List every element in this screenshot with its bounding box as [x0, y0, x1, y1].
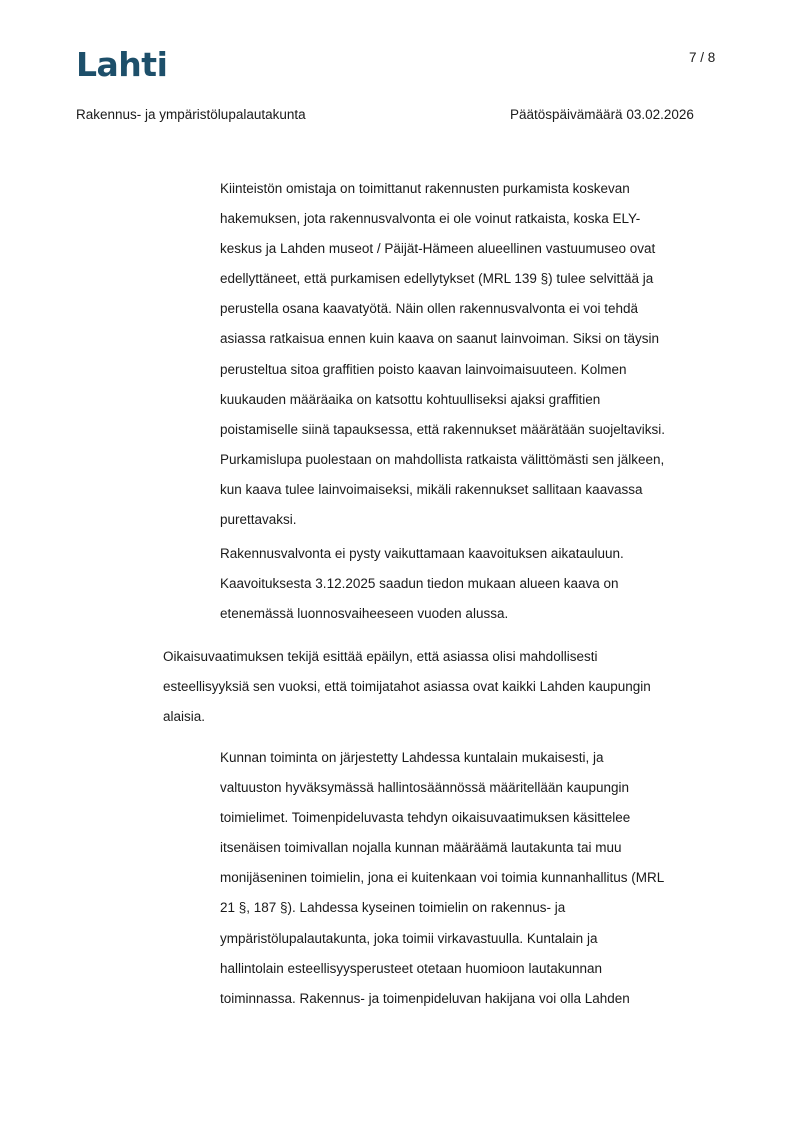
decision-date: Päätöspäivämäärä 03.02.2026 [510, 107, 694, 122]
text-line: keskus ja Lahden museot / Päijät-Hämeen alueellinen vastuumuseo ovat [220, 241, 656, 257]
text-line: monijäseninen toimielin, jona ei kuitenkaan voi toimia kunnanhallitus (MRL [220, 870, 665, 886]
text-line: Kiinteistön omistaja on toimittanut rakennusten purkamista koskevan [220, 181, 630, 196]
paragraph-2 [220, 539, 730, 629]
text-line: Oikaisuvaatimuksen tekijä esittää epäilyn, että asiassa olisi mahdollisesti [163, 649, 598, 664]
text-line: poistamiselle siinä tapauksessa, että rakennukset määrätään suojeltaviksi. [220, 421, 665, 437]
text-line: perusteltua sitoa graffitien poisto kaavan lainvoimaisuuteen. Kolmen [220, 361, 627, 377]
text-line: hallintolain esteellisyysperusteet otetaan huomioon lautakunnan [220, 960, 603, 976]
text-line: hakemuksen, jota rakennusvalvonta ei ole voinut ratkaista, koska ELY- [220, 211, 641, 227]
text-line: ympäristölupalautakunta, joka toimii virkavastuulla. Kuntalain ja [220, 930, 598, 946]
text-line: asiassa ratkaisua ennen kuin kaava on saanut lainvoiman. Siksi on täysin [220, 331, 660, 347]
text-line: esteellisyyksiä sen vuoksi, että toimijatahot asiassa ovat kaikki Lahden kaupungin [163, 679, 651, 695]
text-line: itsenäisen toimivallan nojalla kunnan määräämä lautakunta tai muu [220, 840, 622, 856]
text-line: alaisia. [163, 709, 206, 725]
text-line: Kunnan toiminta on järjestetty Lahdessa kuntalain mukaisesti, ja [220, 750, 604, 765]
text-line: Purkamislupa puolestaan on mahdollista ratkaista välittömästi sen jälkeen, [220, 451, 665, 467]
text-line: toiminnassa. Rakennus- ja toimenpideluvan hakijana voi olla Lahden [220, 990, 630, 1006]
board-name: Rakennus- ja ympäristölupalautakunta [76, 107, 306, 122]
text-line: etenemässä luonnosvaiheeseen vuoden alussa. [220, 606, 509, 622]
lahti-logo: Lahti [76, 45, 168, 84]
paragraph-4 [220, 743, 730, 1014]
page-number: 7 / 8 [689, 50, 716, 65]
paragraph-3 [163, 642, 723, 732]
text-line: purettavaksi. [220, 512, 297, 528]
text-line: valtuuston hyväksymässä hallintosäännössä määritellään kaupungin [220, 780, 629, 796]
text-line: Kaavoituksesta 3.12.2025 saadun tiedon mukaan alueen kaava on [220, 576, 619, 592]
text-line: perustella osana kaavatyötä. Näin ollen rakennusvalvonta ei voi tehdä [220, 301, 639, 317]
text-line: kun kaava tulee lainvoimaiseksi, mikäli rakennukset sallitaan kaavassa [220, 481, 643, 497]
text-line: edellyttäneet, että purkamisen edellytykset (MRL 139 §) tulee selvittää ja [220, 271, 654, 287]
paragraph-1 [220, 174, 730, 535]
text-line: 21 §, 187 §). Lahdessa kyseinen toimielin on rakennus- ja [220, 900, 566, 916]
text-line: toimielimet. Toimenpideluvasta tehdyn oikaisuvaatimuksen käsittelee [220, 810, 631, 826]
text-line: kuukauden määräaika on katsottu kohtuulliseksi ajaksi graffitien [220, 391, 601, 407]
text-line: Rakennusvalvonta ei pysty vaikuttamaan kaavoituksen aikatauluun. [220, 546, 624, 561]
